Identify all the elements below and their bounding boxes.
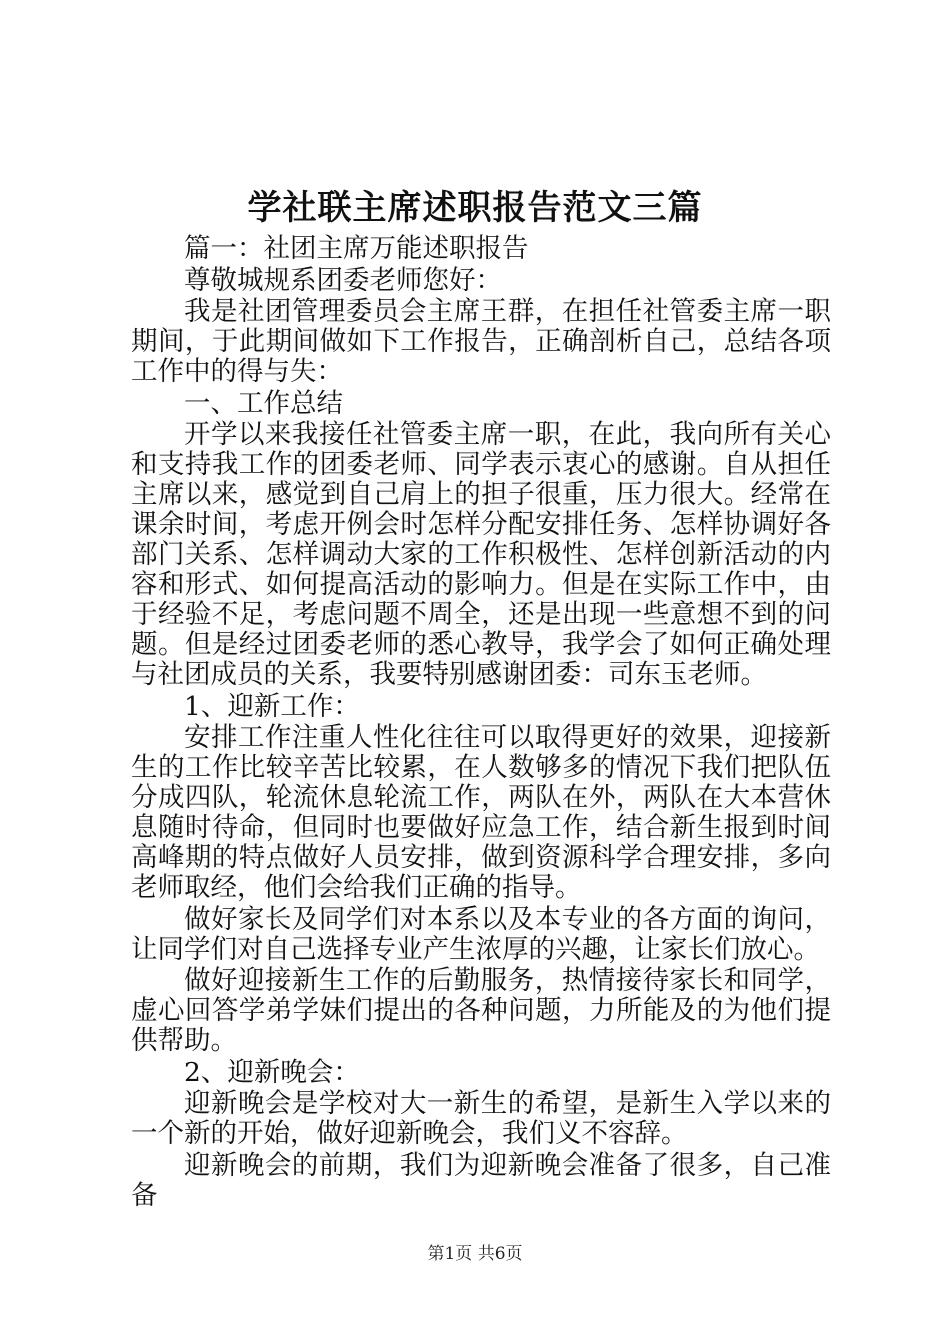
work-summary-paragraph: 开学以来我接任社管委主席一职，在此，我向所有关心和支持我工作的团委老师、同学表示衷心的感谢。自从担任主席以来，感觉到自己肩上的担子很重，压力很大。经常在课余时间，考虑开例会时怎样分配安排任务、怎样协调好各部门关系、怎样调动大家的工作积极性、怎样创新活动的内容和形式、如何提高活动的影响力。但是在实际工作中，由于经验不足，考虑问题不周全，还是出现一些意想不到的问题。但是经过团委老师的悉心教导，我学会了如何正确处理与社团成员的关系，我要特别感谢团委：司东玉老师。 xyxy=(131,419,831,690)
salutation: 尊敬城规系团委老师您好： xyxy=(184,264,502,296)
parent-inquiry-paragraph: 做好家长及同学们对本系以及本专业的各方面的询问，让同学们对自己选择专业产生浓厚的兴趣，让家长们放心。 xyxy=(131,903,831,965)
welcome-party-paragraph: 迎新晚会是学校对大一新生的希望，是新生入学以来的一个新的开始，做好迎新晚会，我们义不容辞。 xyxy=(131,1088,831,1149)
section-heading-part-one: 篇一：社团主席万能述职报告 xyxy=(184,233,529,264)
section-heading-work-summary: 一、工作总结 xyxy=(184,387,343,419)
document-title: 学社联主席述职报告范文三篇 xyxy=(247,188,703,228)
page-footer: 第1页 共6页 xyxy=(427,1244,523,1264)
logistics-paragraph: 做好迎接新生工作的后勤服务，热情接待家长和同学，虚心回答学弟学妹们提出的各种问题，力所能及的为他们提供帮助。 xyxy=(131,965,831,1056)
intro-paragraph: 我是社团管理委员会主席王群，在担任社管委主席一职期间，于此期间做如下工作报告，正确剖析自己，总结各项工作中的得与失： xyxy=(131,296,831,387)
document-body xyxy=(131,234,831,1212)
welcome-work-paragraph: 安排工作注重人性化往往可以取得更好的效果，迎接新生的工作比较辛苦比较累，在人数够多的情况下我们把队伍分成四队，轮流休息轮流工作，两队在外，两队在大本营休息随时待命，但同时也要做好应急工作，结合新生报到时间高峰期的特点做好人员安排，做到资源科学合理安排，多向老师取经，他们会给我们正确的指导。 xyxy=(131,722,831,903)
subheading-welcome-work: 1、迎新工作： xyxy=(184,690,360,722)
party-preparation-paragraph: 迎新晚会的前期，我们为迎新晚会准备了很多，自己准备 xyxy=(131,1149,831,1211)
subheading-welcome-party: 2、迎新晚会： xyxy=(184,1056,360,1088)
